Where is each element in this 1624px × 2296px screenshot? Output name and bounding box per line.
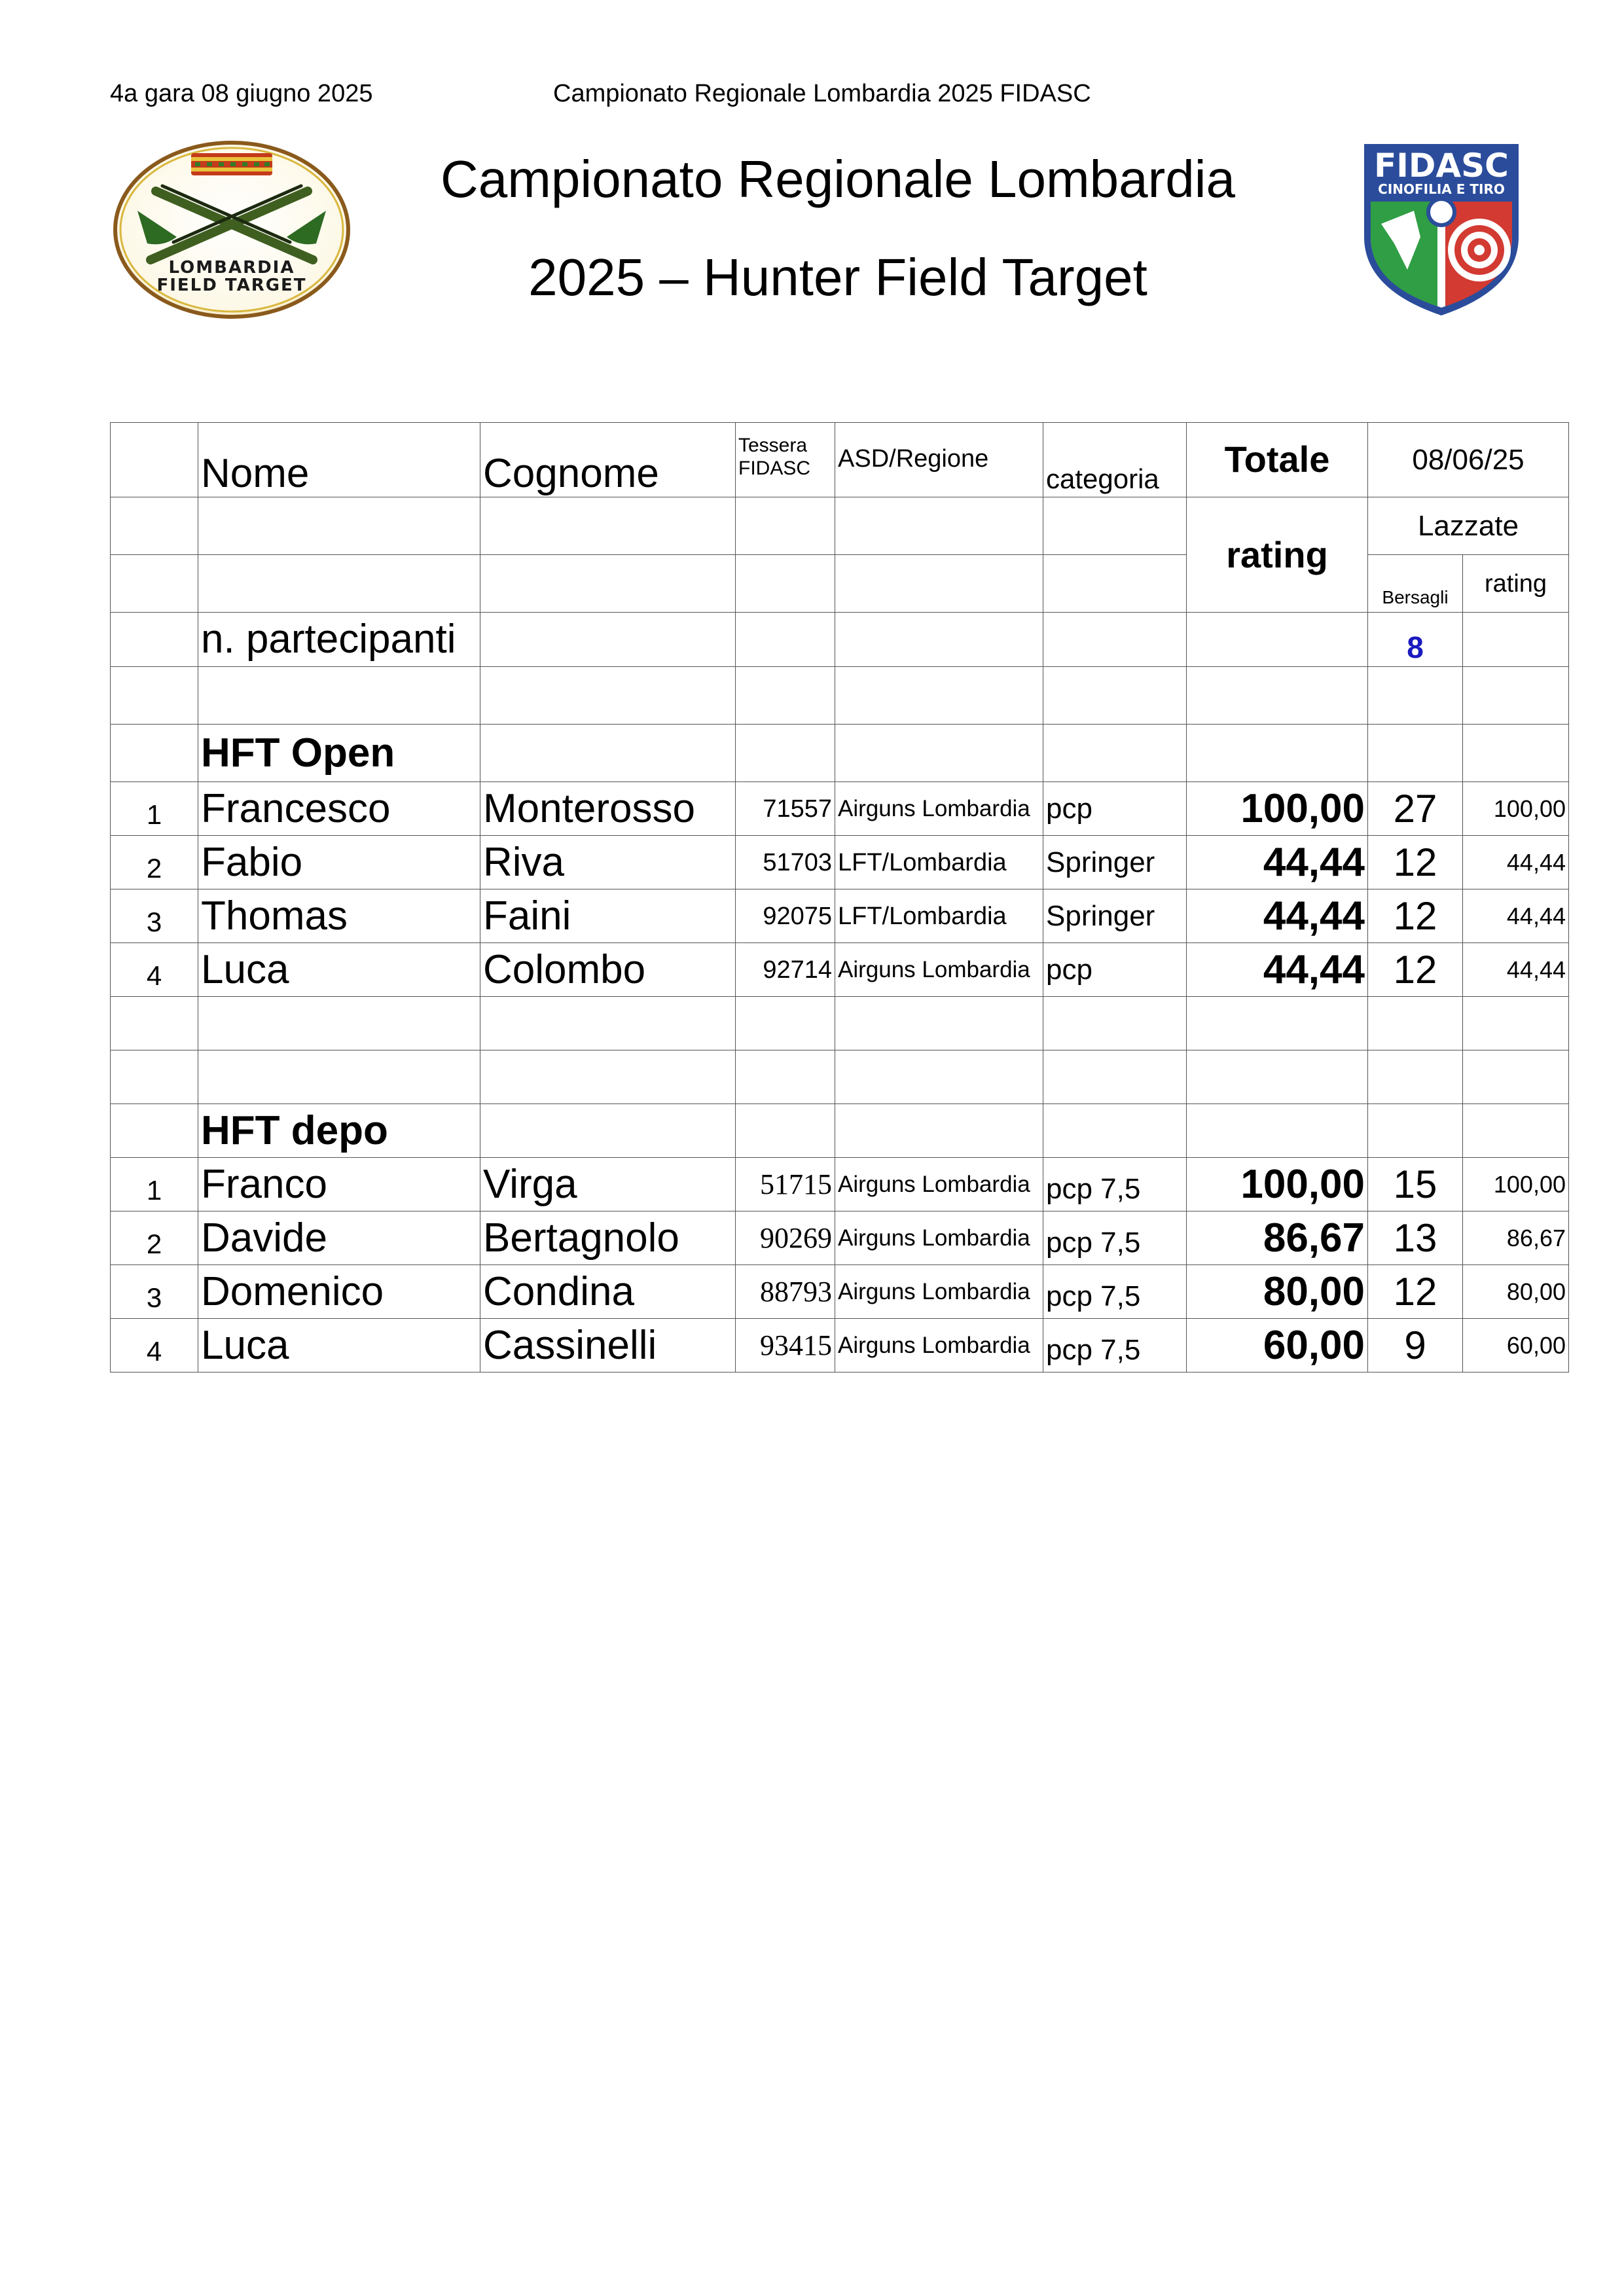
targets-hit: 13	[1368, 1211, 1463, 1265]
total-rating: 86,67	[1187, 1211, 1368, 1265]
total-rating: 80,00	[1187, 1265, 1368, 1319]
section-header	[111, 725, 1569, 782]
header-row-1	[111, 423, 1569, 497]
asd-region: Airguns Lombardia	[835, 1211, 1043, 1265]
table-row	[111, 1265, 1569, 1319]
rank: 2	[111, 1211, 198, 1265]
header-rating: rating	[1187, 497, 1368, 613]
tessera-number: 71557	[736, 782, 835, 836]
category: pcp 7,5	[1043, 1265, 1187, 1319]
table-row	[111, 1158, 1569, 1211]
rank: 3	[111, 889, 198, 943]
asd-region: Airguns Lombardia	[835, 1265, 1043, 1319]
tessera-number: 90269	[736, 1211, 835, 1265]
total-rating: 44,44	[1187, 943, 1368, 997]
total-rating: 100,00	[1187, 782, 1368, 836]
targets-hit: 15	[1368, 1158, 1463, 1211]
asd-region: Airguns Lombardia	[835, 1319, 1043, 1372]
event-rating: 60,00	[1463, 1319, 1569, 1372]
asd-region: LFT/Lombardia	[835, 836, 1043, 889]
event-rating: 80,00	[1463, 1265, 1569, 1319]
event-rating: 100,00	[1463, 1158, 1569, 1211]
event-rating: 44,44	[1463, 943, 1569, 997]
targets-hit: 12	[1368, 1265, 1463, 1319]
section-title-open: HFT Open	[198, 725, 480, 782]
rank: 2	[111, 836, 198, 889]
rank: 1	[111, 782, 198, 836]
total-rating: 44,44	[1187, 889, 1368, 943]
first-name: Domenico	[198, 1265, 480, 1319]
tessera-number: 88793	[736, 1265, 835, 1319]
section-header	[111, 1104, 1569, 1158]
last-name: Monterosso	[480, 782, 736, 836]
targets-hit: 27	[1368, 782, 1463, 836]
first-name: Fabio	[198, 836, 480, 889]
last-name: Riva	[480, 836, 736, 889]
first-name: Franco	[198, 1158, 480, 1211]
page-title-line1: Campionato Regionale Lombardia	[440, 150, 1236, 208]
rank: 1	[111, 1158, 198, 1211]
participants-label: n. partecipanti	[198, 613, 480, 667]
rank: 3	[111, 1265, 198, 1319]
results-table	[110, 422, 1569, 1372]
event-rating: 44,44	[1463, 836, 1569, 889]
event-rating: 44,44	[1463, 889, 1569, 943]
header-totale: Totale	[1187, 423, 1368, 497]
header-cognome: Cognome	[480, 423, 736, 497]
category: pcp	[1043, 782, 1187, 836]
tessera-number: 92714	[736, 943, 835, 997]
total-rating: 44,44	[1187, 836, 1368, 889]
targets-hit: 9	[1368, 1319, 1463, 1372]
header-event-date: 4a gara 08 giugno 2025	[110, 80, 373, 107]
table-row	[111, 836, 1569, 889]
header-bersagli: Bersagli	[1368, 555, 1463, 613]
asd-region: Airguns Lombardia	[835, 943, 1043, 997]
section-title-depo: HFT depo	[198, 1104, 480, 1158]
tessera-number: 51703	[736, 836, 835, 889]
category: pcp 7,5	[1043, 1211, 1187, 1265]
first-name: Thomas	[198, 889, 480, 943]
total-rating: 100,00	[1187, 1158, 1368, 1211]
first-name: Luca	[198, 1319, 480, 1372]
participants-count: 8	[1368, 613, 1463, 667]
tessera-number: 51715	[736, 1158, 835, 1211]
fidasc-logo	[1355, 139, 1528, 318]
targets-hit: 12	[1368, 943, 1463, 997]
targets-hit: 12	[1368, 889, 1463, 943]
logo-right-text-line2: CINOFILIA E TIRO	[1378, 181, 1505, 197]
category: pcp 7,5	[1043, 1158, 1187, 1211]
last-name: Faini	[480, 889, 736, 943]
header-asd: ASD/Regione	[835, 423, 1043, 497]
table-row	[111, 889, 1569, 943]
spacer-row	[111, 997, 1569, 1050]
asd-region: LFT/Lombardia	[835, 889, 1043, 943]
table-row	[111, 943, 1569, 997]
category: Springer	[1043, 889, 1187, 943]
logo-left-text-line1: LOMBARDIA	[168, 258, 295, 278]
logo-left-text-line2: FIELD TARGET	[156, 276, 307, 295]
targets-hit: 12	[1368, 836, 1463, 889]
asd-region: Airguns Lombardia	[835, 1158, 1043, 1211]
header-tessera	[736, 423, 835, 497]
spacer-row	[111, 667, 1569, 725]
asd-region: Airguns Lombardia	[835, 782, 1043, 836]
header-date: 08/06/25	[1368, 423, 1569, 497]
tessera-number: 92075	[736, 889, 835, 943]
tessera-number: 93415	[736, 1319, 835, 1372]
first-name: Luca	[198, 943, 480, 997]
lombardia-field-target-logo	[111, 139, 352, 321]
header-tessera-line2: FIDASC	[738, 457, 811, 479]
rank: 4	[111, 1319, 198, 1372]
header-tessera-line1: Tessera	[738, 435, 808, 456]
header-row-2	[111, 497, 1569, 555]
table-row	[111, 782, 1569, 836]
event-rating: 100,00	[1463, 782, 1569, 836]
last-name: Cassinelli	[480, 1319, 736, 1372]
last-name: Bertagnolo	[480, 1211, 736, 1265]
page-title-line2: 2025 – Hunter Field Target	[528, 248, 1147, 306]
category: pcp 7,5	[1043, 1319, 1187, 1372]
last-name: Condina	[480, 1265, 736, 1319]
header-championship: Campionato Regionale Lombardia 2025 FIDASC	[553, 80, 1091, 107]
last-name: Colombo	[480, 943, 736, 997]
category: Springer	[1043, 836, 1187, 889]
rank: 4	[111, 943, 198, 997]
participants-row	[111, 613, 1569, 667]
first-name: Francesco	[198, 782, 480, 836]
logo-right-text-line1: FIDASC	[1374, 147, 1509, 185]
last-name: Virga	[480, 1158, 736, 1211]
spacer-row	[111, 1050, 1569, 1104]
event-rating: 86,67	[1463, 1211, 1569, 1265]
table-row	[111, 1319, 1569, 1372]
header-place: Lazzate	[1368, 497, 1569, 555]
table-row	[111, 1211, 1569, 1265]
header-cell-empty	[111, 423, 198, 497]
header-rating-small: rating	[1463, 555, 1569, 613]
header-categoria: categoria	[1043, 423, 1187, 497]
first-name: Davide	[198, 1211, 480, 1265]
category: pcp	[1043, 943, 1187, 997]
header-nome: Nome	[198, 423, 480, 497]
total-rating: 60,00	[1187, 1319, 1368, 1372]
